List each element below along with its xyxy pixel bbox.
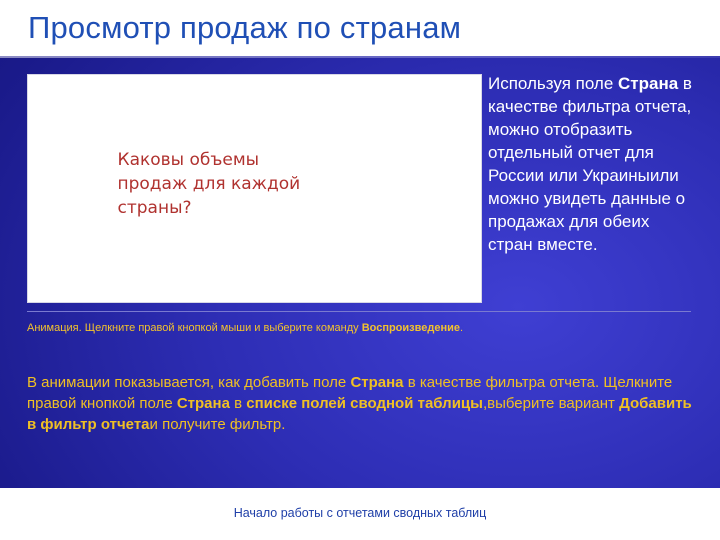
desc-bold-field-2: Страна xyxy=(176,395,230,412)
desc-bold-field-1: Страна xyxy=(350,374,404,391)
animation-note xyxy=(27,322,697,334)
desc-text-1: В анимации показывается, как добавить поле xyxy=(27,374,351,391)
animation-note-command: Воспроизведение xyxy=(361,322,460,334)
side-text-part2: в качестве фильтра отчета, можно отобразить отдельный отчет для России или Украиныили можно увидеть данные о продажах для обеих стран вместе. xyxy=(488,74,692,254)
video-caption-line1: Каковы объемы xyxy=(117,149,260,170)
desc-bold-field-list: списке полей сводной таблицы xyxy=(246,395,483,412)
side-text-bold-field: Страна xyxy=(618,74,679,93)
animation-note-end: . xyxy=(460,322,464,334)
desc-text-5: и получите фильтр. xyxy=(149,416,286,433)
video-caption-line2: продаж для каждой страны? xyxy=(117,173,301,218)
desc-text-4: ,выберите вариант xyxy=(482,395,620,412)
video-caption xyxy=(118,148,366,220)
divider-line xyxy=(27,311,691,312)
side-description xyxy=(488,72,698,256)
desc-text-3: в xyxy=(229,395,247,412)
desc-bold-add-filter: Добавить в фильтр отчета xyxy=(27,395,692,433)
desc-text-2: в качестве фильтра отчета. Щелкните правой кнопкой поле xyxy=(27,374,673,412)
footer-caption: Начало работы с отчетами сводных таблиц xyxy=(233,506,487,520)
animation-video[interactable] xyxy=(27,74,482,303)
animation-description xyxy=(27,372,697,435)
side-text-part1: Используя поле xyxy=(488,74,619,93)
animation-note-text: Анимация. Щелкните правой кнопкой мыши и выберите команду xyxy=(27,322,362,334)
slide-title: Просмотр продаж по странам xyxy=(28,10,462,45)
